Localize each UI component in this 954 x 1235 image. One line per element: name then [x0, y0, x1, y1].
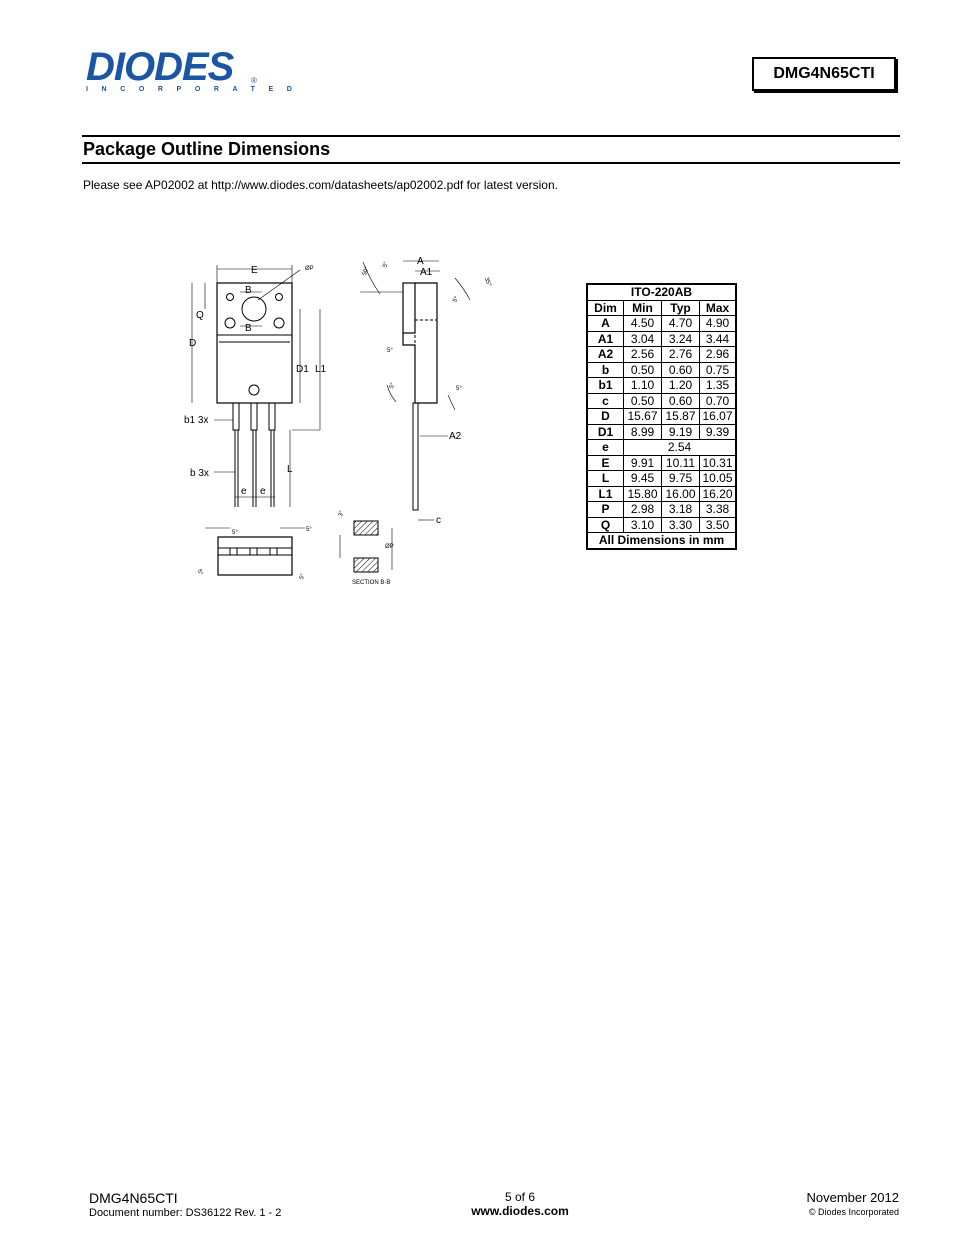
- cell-min: 2.98: [624, 502, 662, 518]
- cell-max: 0.75: [700, 362, 737, 378]
- cell-min: 1.10: [624, 378, 662, 394]
- cell-max: 3.38: [700, 502, 737, 518]
- cell-max: 3.44: [700, 331, 737, 347]
- label-B-top: B: [245, 285, 252, 296]
- logo-subtext: INCORPORATED: [86, 86, 306, 93]
- cell-min: 15.80: [624, 486, 662, 502]
- table-footer: All Dimensions in mm: [587, 533, 736, 549]
- cell-min: 2.56: [624, 347, 662, 363]
- cell-min: 9.91: [624, 455, 662, 471]
- label-angle-5-lower: 5°: [389, 382, 397, 390]
- cell-typ: 16.00: [662, 486, 700, 502]
- label-b1-3x: b1 3x: [184, 415, 209, 426]
- label-A2: A2: [449, 431, 462, 442]
- cell-dim: b: [587, 362, 624, 378]
- cell-dim: Q: [587, 517, 624, 533]
- col-header-max: Max: [700, 300, 737, 316]
- table-row: [587, 440, 736, 456]
- footer-website-link[interactable]: www.diodes.com: [471, 1204, 569, 1218]
- cell-dim: P: [587, 502, 624, 518]
- cell-dim: b1: [587, 378, 624, 394]
- cell-typ: 15.87: [662, 409, 700, 425]
- label-angle-50: 50°: [362, 265, 371, 277]
- table-row: [587, 502, 736, 518]
- table-row: [587, 471, 736, 487]
- cell-typ: 9.19: [662, 424, 700, 440]
- label-E: E: [251, 265, 258, 276]
- cell-min: 3.04: [624, 331, 662, 347]
- table-row: [587, 362, 736, 378]
- cell-min: 8.99: [624, 424, 662, 440]
- cell-max: 1.35: [700, 378, 737, 394]
- company-logo: [86, 45, 306, 93]
- cell-dim: A: [587, 316, 624, 332]
- label-D: D: [189, 338, 197, 349]
- section-rule-bottom: [82, 162, 900, 164]
- table-row: [587, 455, 736, 471]
- logo-wordmark: DIODES: [86, 45, 234, 89]
- cell-dim: e: [587, 440, 624, 456]
- cell-dim: L1: [587, 486, 624, 502]
- label-D1: D1: [296, 364, 309, 375]
- footer-right: [807, 1190, 900, 1217]
- bottom-view: [205, 528, 305, 575]
- table-title: ITO-220AB: [587, 284, 736, 300]
- label-angle-5-bottom-right: 5°: [306, 527, 312, 533]
- footer-center: [440, 1190, 600, 1218]
- label-angle-35: 35°: [482, 276, 492, 288]
- cell-dim: c: [587, 393, 624, 409]
- cell-min: 3.10: [624, 517, 662, 533]
- cell-typ: 10.11: [662, 455, 700, 471]
- cell-typ: 2.76: [662, 347, 700, 363]
- footer-document-number: Document number: DS36122 Rev. 1 - 2: [89, 1207, 282, 1219]
- cell-max: 2.96: [700, 347, 737, 363]
- header-part-number: DMG4N65CTI: [752, 57, 896, 91]
- cell-typ: 1.20: [662, 378, 700, 394]
- label-angle-5-br: 5°: [299, 573, 307, 581]
- label-angle-5-mid: 5°: [387, 348, 393, 354]
- label-section-P: ØP: [385, 544, 394, 550]
- label-b-3x: b 3x: [190, 468, 209, 479]
- cell-min: 15.67: [624, 409, 662, 425]
- section-title: Package Outline Dimensions: [83, 139, 331, 159]
- label-e-right: e: [260, 486, 266, 497]
- cell-dim: A1: [587, 331, 624, 347]
- cell-min: 4.50: [624, 316, 662, 332]
- table-row: [587, 378, 736, 394]
- cell-typ: 4.70: [662, 316, 700, 332]
- cell-typ: 3.24: [662, 331, 700, 347]
- cell-typ: 3.30: [662, 517, 700, 533]
- footer-page-number: 5 of 6: [504, 1190, 536, 1204]
- label-L: L: [287, 464, 293, 475]
- table-row: [587, 331, 736, 347]
- label-c: c: [436, 515, 441, 526]
- cell-min: 0.50: [624, 362, 662, 378]
- table-row: [587, 347, 736, 363]
- label-P-diameter: ØP: [305, 266, 314, 272]
- cell-max: 16.20: [700, 486, 737, 502]
- cell-max: 9.39: [700, 424, 737, 440]
- label-L1: L1: [315, 364, 327, 375]
- table-row: [587, 486, 736, 502]
- cell-dim: D1: [587, 424, 624, 440]
- label-angle-5-bl: 5°: [195, 568, 204, 577]
- cell-max: 4.90: [700, 316, 737, 332]
- cell-dim: E: [587, 455, 624, 471]
- cell-dim: L: [587, 471, 624, 487]
- cell-typ: 3.18: [662, 502, 700, 518]
- cell-dim: D: [587, 409, 624, 425]
- cell-max: 0.70: [700, 393, 737, 409]
- section-rule-top: [82, 135, 900, 137]
- cell-min: 9.45: [624, 471, 662, 487]
- label-B-bottom: B: [245, 323, 252, 334]
- label-A1: A1: [420, 267, 433, 278]
- table-row: [587, 393, 736, 409]
- footer-copyright: © Diodes Incorporated: [808, 1207, 899, 1217]
- dimensions-table: [586, 283, 737, 550]
- label-section-b-b: SECTION B-B: [352, 580, 391, 586]
- package-outline-drawing: [180, 245, 500, 595]
- label-Q: Q: [196, 310, 204, 321]
- footer-date: November 2012: [806, 1190, 899, 1205]
- label-angle-5-bottom-left: 5°: [232, 530, 238, 536]
- registered-mark: ®: [251, 76, 257, 85]
- table-row: [587, 517, 736, 533]
- col-header-dim: Dim: [587, 300, 624, 316]
- label-angle-5-right: 5°: [452, 295, 461, 304]
- cell-max: 10.31: [700, 455, 737, 471]
- col-header-min: Min: [624, 300, 662, 316]
- cell-max: 16.07: [700, 409, 737, 425]
- front-view: [192, 265, 320, 507]
- label-e-left: e: [241, 486, 247, 497]
- table-row: [587, 316, 736, 332]
- cell-typ-only: 2.54: [624, 440, 737, 456]
- col-header-typ: Typ: [662, 300, 700, 316]
- section-note: Please see AP02002 at http://www.diodes.com/datasheets/ap02002.pdf for latest version.: [83, 178, 558, 192]
- cell-typ: 0.60: [662, 393, 700, 409]
- label-A: A: [417, 256, 424, 267]
- cell-typ: 9.75: [662, 471, 700, 487]
- table-row: [587, 409, 736, 425]
- cell-dim: A2: [587, 347, 624, 363]
- cell-max: 3.50: [700, 517, 737, 533]
- footer-part-number: DMG4N65CTI: [89, 1190, 178, 1206]
- footer-left: [89, 1190, 281, 1219]
- label-angle-3: 3°: [338, 510, 346, 518]
- table-row: [587, 424, 736, 440]
- cell-max: 10.05: [700, 471, 737, 487]
- cell-typ: 0.60: [662, 362, 700, 378]
- label-angle-5-top: 5°: [382, 261, 390, 269]
- label-angle-5-lower-right: 5°: [456, 386, 462, 392]
- cell-min: 0.50: [624, 393, 662, 409]
- table-header-row: [587, 300, 736, 316]
